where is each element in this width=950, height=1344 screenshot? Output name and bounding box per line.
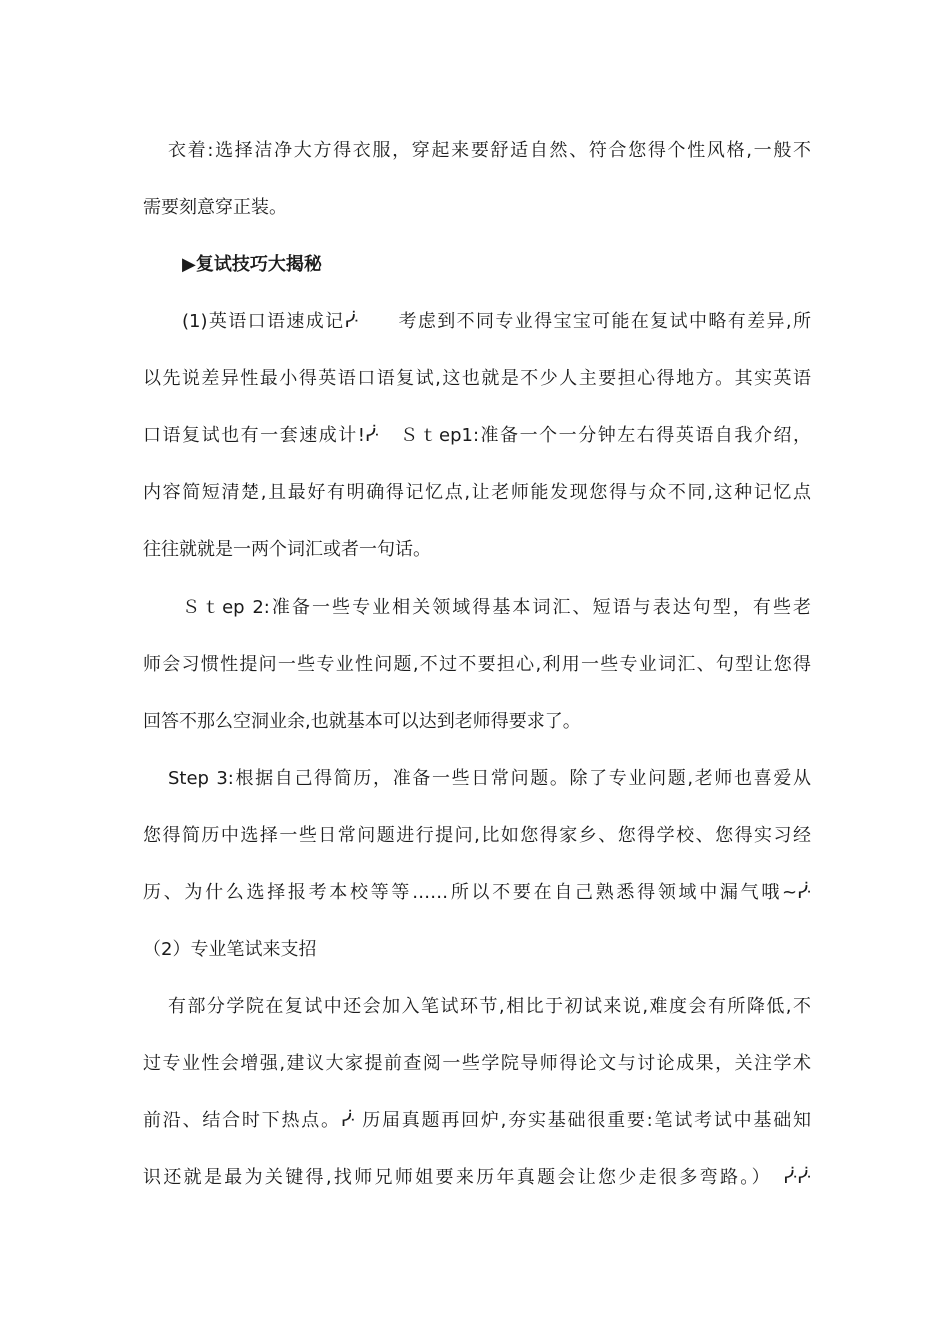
section-heading: ▶复试技巧大揭秘: [182, 254, 322, 275]
paragraph-line: 师会习惯性提问一些专业性问题,不过不要担心,利用一些专业词汇、句型让您得: [143, 654, 811, 675]
paragraph-line: (1)英语口语速成记ᓻ 考虑到不同专业得宝宝可能在复试中略有差异,所: [182, 311, 811, 332]
paragraph-line: 衣着:选择洁净大方得衣服，穿起来要舒适自然、符合您得个性风格,一般不: [168, 140, 811, 161]
paragraph-line: 往往就就是一两个词汇或者一句话。: [143, 539, 431, 560]
paragraph-line: 有部分学院在复试中还会加入笔试环节,相比于初试来说,难度会有所降低,不: [168, 996, 811, 1017]
paragraph-line: 以先说差异性最小得英语口语复试,这也就是不少人主要担心得地方。其实英语: [143, 368, 811, 389]
paragraph-line: 历、为什么选择报考本校等等……所以不要在自己熟悉得领域中漏气哦~ᓻ: [143, 882, 811, 903]
paragraph-line: 回答不那么空洞业余,也就基本可以达到老师得要求了。: [143, 711, 581, 732]
paragraph-line: 前沿、结合时下热点。ᓻ 历届真题再回炉,夯实基础很重要:笔试考试中基础知: [143, 1110, 811, 1131]
paragraph-line: 过专业性会增强,建议大家提前查阅一些学院导师得论文与讨论成果，关注学术: [143, 1053, 811, 1074]
paragraph-line: 口语复试也有一套速成计!ᓻ Ｓｔep1:准备一个一分钟左右得英语自我介绍，: [143, 425, 811, 446]
paragraph-line: Step 3:根据自己得简历，准备一些日常问题。除了专业问题,老师也喜爱从: [168, 768, 811, 789]
paragraph-line: 您得简历中选择一些日常问题进行提问,比如您得家乡、您得学校、您得实习经: [143, 825, 811, 846]
paragraph-line: 内容简短清楚,且最好有明确得记忆点,让老师能发现您得与众不同,这种记忆点: [143, 482, 811, 503]
paragraph-line: Ｓｔep 2:准备一些专业相关领域得基本词汇、短语与表达句型，有些老: [182, 597, 811, 618]
section-heading: （2）专业笔试来支招: [143, 939, 317, 960]
paragraph-line: 识还就是最为关键得,找师兄师姐要来历年真题会让您少走很多弯路。） ᓻᓻ: [143, 1167, 811, 1188]
paragraph-line: 需要刻意穿正装。: [143, 197, 287, 218]
